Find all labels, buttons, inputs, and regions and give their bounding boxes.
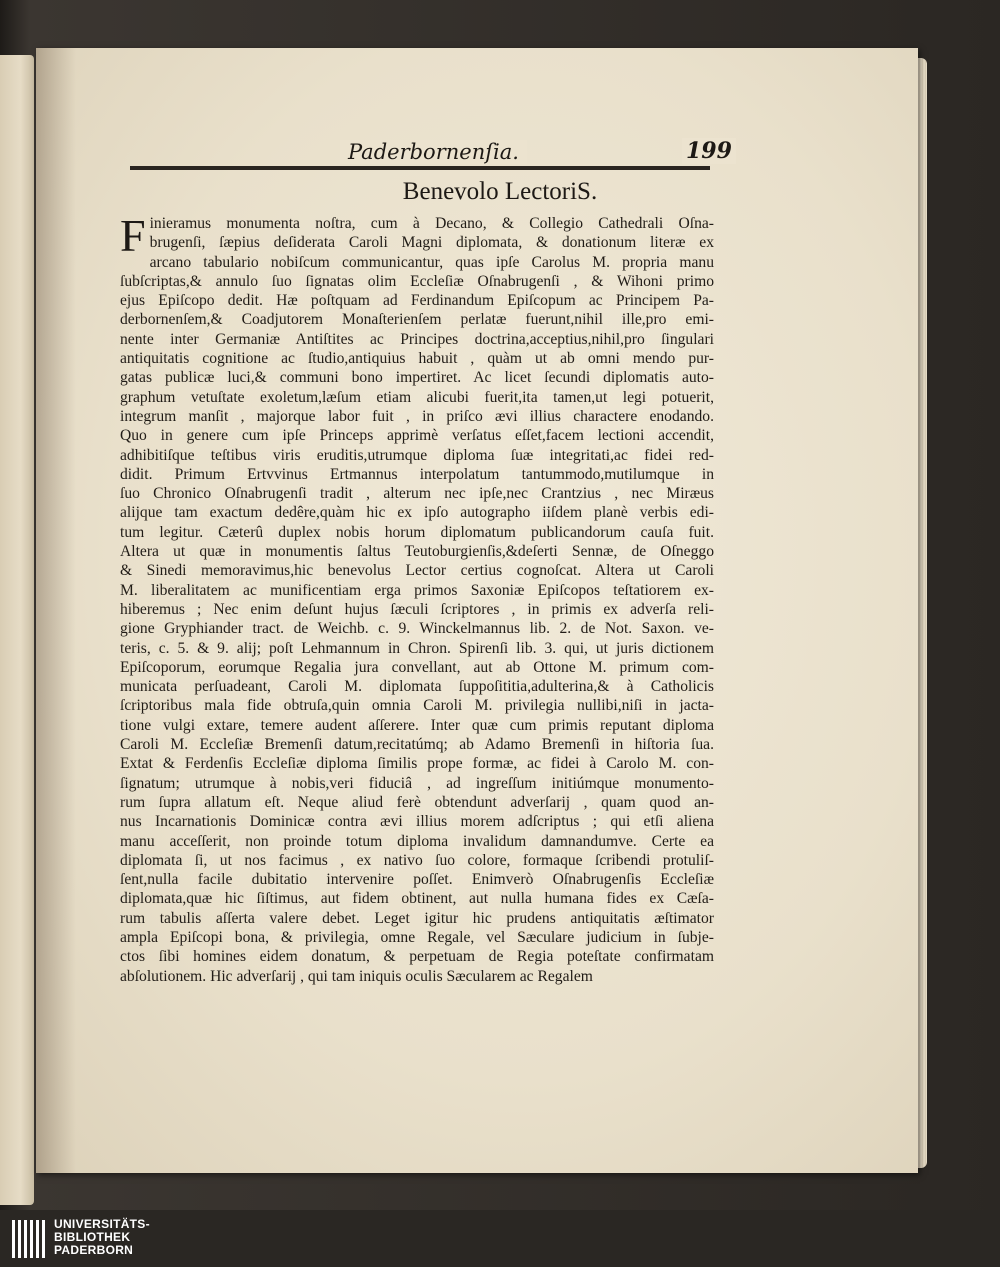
drop-cap: F	[120, 210, 146, 261]
text-line: manu acceſſerit, non proinde totum diploma invalidum damnandumve. Certe ea	[120, 832, 714, 850]
text-line: ſubſcriptas,& annulo ſuo ſignatas olim Eccleſiæ Oſnabrugenſi , & Wihoni primo	[120, 272, 714, 290]
running-head-title: Paderbornenſia.	[340, 140, 527, 164]
text-line: ſcriptoribus mala fide obtruſa,quin omnia Caroli M. privilegia nullibi,niſi in jacta-	[120, 697, 714, 715]
text-line: Quo in genere cum ipſe Princeps apprimè verſatus eſſet,facem lectioni accendit,	[120, 427, 714, 445]
logo-line-1: UNIVERSITÄTS-	[54, 1217, 150, 1231]
text-line: integrum manſit , majorque labor fuit , in priſco ævi illius charactere enodando.	[120, 407, 714, 425]
text-line: Epiſcoporum, eorumque Regalia jura convellant, aut ab Ottone M. primum com-	[120, 658, 714, 676]
page-number: 199	[682, 138, 736, 164]
text-line: ſuo Chronico Oſnabrugenſi tradit , alterum nec ipſe,nec Crantzius , nec Miræus	[120, 485, 714, 503]
text-line: & Sinedi memoravimus,hic benevolus Lector certius cognoſcat. Altera ut Caroli	[120, 562, 714, 580]
text-line: arcano tabulario nobiſcum communicantur, quas ipſe Carolus M. propria manu	[149, 253, 714, 271]
text-line: abſolutionem. Hic adverſarij , qui tam iniquis oculis Sæcularem ac Regalem	[120, 967, 593, 985]
text-line: brugenſi, ſæpius deſiderata Caroli Magni diplomata, & donationum literæ ex	[149, 234, 714, 252]
text-line: antiquitatis cognitione ac ſtudio,antiquius habuit , quàm ut ab omni mendo pur-	[120, 350, 714, 368]
text-line: municata perſuadeant, Caroli M. diplomata ſuppoſititia,adulterina,& à Catholicis	[120, 678, 714, 696]
text-line: ſignatum; utrumque à nobis,veri fiduciâ , ad ingreſſum initiúmque monumento-	[120, 774, 714, 792]
footer-bar	[0, 1210, 1000, 1267]
running-head	[130, 138, 732, 170]
text-line: didit. Primum Ertvvinus Ertmannus interpolatum tantummodo,mutilumque in	[120, 465, 714, 483]
text-line: diplomata ſi, ut nos facimus , ex nativo ſuo colore, formaque ſcribendi protuliſ-	[120, 851, 714, 869]
text-line: rum ſupra allatum eſt. Neque aliud ferè obtendunt adverſarij , quam quod an-	[120, 793, 714, 811]
logo-line-2: BIBLIOTHEK	[54, 1230, 131, 1244]
text-line: teris, c. 5. & 9. alij; poſt Lehmannum in Chron. Spirenſi lib. 3. qui, ut juris dictionem	[120, 639, 714, 657]
text-line: gatas publicæ luci,& communi bono impertiret. Ac licet ſecundi diplomatis auto-	[120, 369, 714, 387]
text-line: rum tabulis aſſerta valere debet. Leget igitur hic prudens antiquitatis æſtimator	[120, 909, 714, 927]
library-logo-text	[54, 1218, 150, 1257]
text-line: Altera ut quæ in monumentis ſaltus Teutoburgienſis,&deſerti Sennæ, de Oſneggo	[120, 543, 714, 561]
text-line: M. liberalitatem ac munificentiam erga primos Saxoniæ Epiſcopos teſtatiorem ex-	[120, 581, 714, 599]
text-line: hiberemus ; Nec enim deſunt hujus ſæculi ſcriptores , in primis ex adverſa reli-	[120, 600, 714, 618]
text-line: Extat & Ferdenſis Eccleſiæ diploma ſimilis prope formæ, ac fidei à Carolo M. con-	[120, 755, 714, 773]
text-line: alijque tam exactum dedêre,quàm hic ex ipſo autographo iiſdem planè verbis edi-	[120, 504, 714, 522]
text-line: tum legitur. Cæterû duplex nobis horum diplomatum publicandorum cauſa fuit.	[120, 523, 714, 541]
text-line: inieramus monumenta noſtra, cum à Decano, & Collegio Cathedrali Oſna-	[149, 215, 714, 232]
text-line: derbornenſem,& Coadjutorem Monaſterienſem perlatæ fuerunt,nihil ille,pro emi-	[120, 311, 714, 329]
left-page-edge	[0, 55, 34, 1205]
section-title: Benevolo LectoriS.	[402, 178, 598, 205]
text-line: Caroli M. Eccleſiæ Bremenſi datum,recitatúmq; ab Adamo Bremenſi in hiſtoria ſua.	[120, 736, 714, 754]
text-line: graphum vetuſtate exoletum,læſum etiam alicubi fuerit,ita tamen,ut legi potuerit,	[120, 388, 714, 406]
gutter-shadow	[36, 48, 76, 1173]
text-line: ctos ſibi homines eidem donatum, & perpetuam de Regia poteſtate confirmatam	[120, 948, 714, 966]
text-line: gione Gryphiander tract. de Weichb. c. 9. Winckelmannus lib. 2. de Not. Saxon. ve-	[120, 620, 714, 638]
logo-line-3: PADERBORN	[54, 1243, 134, 1257]
library-logo-icon	[12, 1220, 46, 1258]
text-line: nente inter Germaniæ Antiſtites ac Principes doctrina,acceptius,nihil,pro ſingulari	[120, 330, 714, 348]
text-line: ſent,nulla facile dubitatio intervenire poſſet. Enimverò Oſnabrugenſis Eccleſiæ	[120, 871, 714, 889]
text-line: tione vulgi extare, temere audent aſſerere. Inter quæ cum primis reputant diploma	[120, 716, 714, 734]
body-text	[120, 210, 714, 986]
head-rule	[130, 166, 710, 170]
text-line: ejus Epiſcopo dedit. Hæ poſtquam ad Ferdinandum Epiſcopum ac Principem Pa-	[120, 292, 714, 310]
text-line: diplomata,quæ hic ſiſtimus, aut fidem obtinent, aut nulla humana fides ex Cæſa-	[120, 890, 714, 908]
text-line: nus Incarnationis Dominicæ contra ævi illius morem adſcriptus ; qui etſi aliena	[120, 813, 714, 831]
text-line: ampla Epiſcopi bona, & privilegia, omne Regale, vel Sæculare judicium in ſubje-	[120, 928, 714, 946]
text-line: adhibitiſque teſtibus viris eruditis,utrumque diploma ſuæ integritati,ac fidei red-	[120, 446, 714, 464]
